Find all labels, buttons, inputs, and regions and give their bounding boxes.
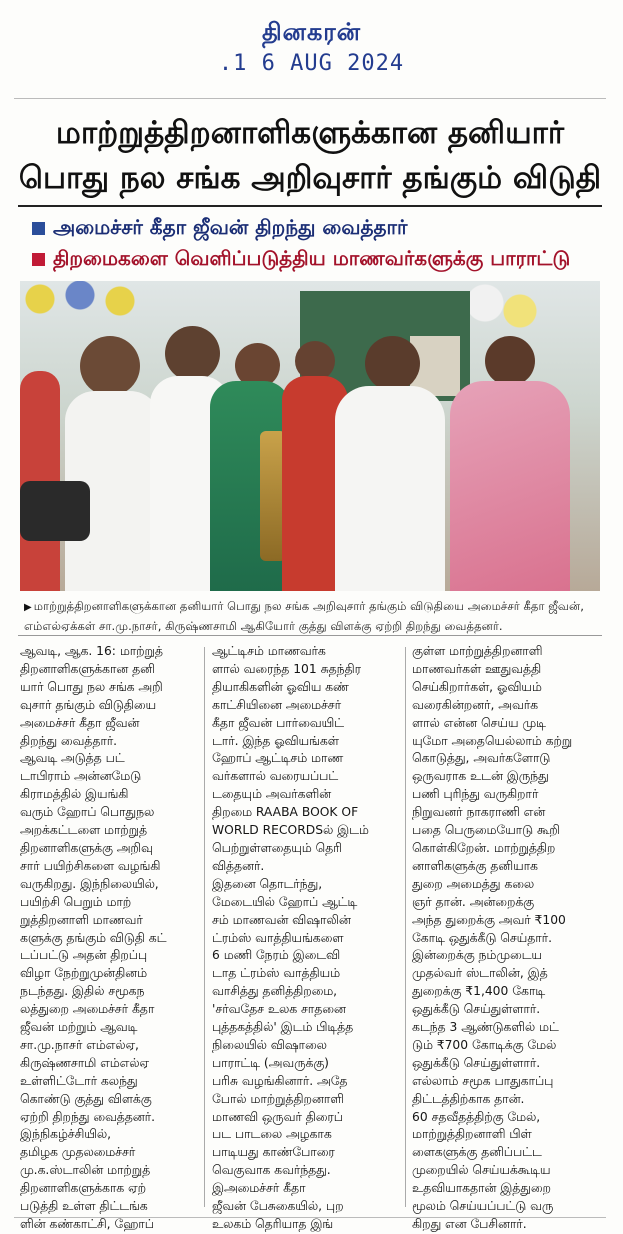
person-head xyxy=(485,336,535,386)
caption-divider xyxy=(18,635,602,636)
person-head xyxy=(165,326,220,381)
clipping-date-stamp: .1 6 AUG 2024 xyxy=(218,51,405,76)
square-bullet-icon xyxy=(32,253,45,266)
column-divider xyxy=(405,647,406,1207)
camera xyxy=(20,481,90,541)
news-clipping xyxy=(14,98,606,1231)
person-head xyxy=(80,336,140,396)
person-head xyxy=(295,341,335,381)
subheading-2 xyxy=(32,245,570,271)
mla-white-shirt xyxy=(335,386,445,591)
article-column-2: ஆட்டிசம் மாணவர்க ளால் வரைந்த 101 சுதந்திர தியாகிகளின் ஓவிய கண் காட்சியினை அமைச்சர் கீதா ஜீவன் பார்வையிட் டார். இந்த ஓவியங்கள் ஹோப் ஆட்டிசம் மாண வர்களால் வரையப்பட் டதையும் அவர்களின் திறமை RAABA BOOK OF WORLD RECORDSல் இடம் பெற்றுள்ளதையும் தெரி வித்தனர். இதனை தொடர்ந்து, மேடையில் ஹோப் ஆட்டி சம் மாணவன் விஷாலின் ட்ரம்ஸ் வாத்தியங்களை 6 மணி நேரம் இடைவி டாத ட்ரம்ஸ் வாத்தியம் வாசித்து தனித்திறமை, 'சர்வதேச உலக சாதனை புத்தகத்தில்' இடம் பிடித்த நிலையில் விஷாலை பாராட்டி (அவருக்கு) பரிசு வழங்கினார். அதே போல் மாற்றுத்திறனாளி மாணவி ஒருவர் திரைப் பட பாடலை அழகாக பாடியது காண்போரை வெகுவாக கவர்ந்தது. இஅமைச்சர் கீதா ஜீவன் பேசுகையில், புற உலகம் தெரியாத இங் xyxy=(212,644,369,1231)
photo-caption xyxy=(24,597,598,635)
column-divider xyxy=(204,647,205,1207)
subheading-1-text: அமைச்சர் கீதா ஜீவன் திறந்து வைத்தார் xyxy=(53,215,408,239)
subheading-1 xyxy=(32,214,407,240)
person-pink-saree xyxy=(450,381,570,591)
article-column-3: குள்ள மாற்றுத்திறனாளி மாணவர்கள் ஊதுவத்தி செய்கிறார்கள், ஓவியம் வரைகின்றனர், அவர்க ளால் என்ன செய்ய முடி யுமோ அதையெல்லாம் கற்று கொடுத்து, அவர்களோடு ஒருவராக உடன் இருந்து பணி புரிந்து வருகிறார் நிறுவனர் நாகராணி என் பதை பெருமையோடு கூறி கொள்கிறேன். மாற்றுத்திற னாளிகளுக்கு தனியாக துறை அமைத்து கலை ஞர் தான். அன்றைக்கு அந்த துறைக்கு அவர் ₹100 கோடி ஒதுக்கீடு செய்தார். இன்றைக்கு நம்முடைய முதல்வர் ஸ்டாலின், இத் துறைக்கு ₹1,400 கோடி ஒதுக்கீடு செய்துள்ளார். கடந்த 3 ஆண்டுகளில் மட் டும் ₹700 கோடிக்கு மேல் ஒதுக்கீடு செய்துள்ளார். எல்லாம் சமூக பாதுகாப்பு திட்டத்திற்காக தான். 60 சதவீதத்திற்கு மேல், மாற்றுத்திறனாளி பிள் ளைகளுக்கு தனிப்பட்ட முறையில் செய்யக்கூடிய உதவியாகதான் இத்துறை மூலம் செய்யப்பட்டு வரு கிறது என பேசினார். xyxy=(412,644,573,1231)
square-bullet-icon xyxy=(32,222,45,235)
balloons-right xyxy=(460,281,550,331)
balloons xyxy=(20,281,170,321)
headline xyxy=(14,111,606,201)
mla-head xyxy=(365,336,420,391)
newspaper-name: தினகரன் xyxy=(262,18,361,46)
headline-line-2: பொது நல சங்க அறிவுசார் தங்கும் விடுதி xyxy=(18,160,602,196)
caption-arrow-icon: ▶ xyxy=(24,602,32,613)
headline-line-1: மாற்றுத்திறனாளிகளுக்கான தனியார் xyxy=(55,115,565,151)
subheading-2-text: திறமைகளை வெளிப்படுத்திய மாணவர்களுக்கு பாராட்டு xyxy=(53,246,571,270)
caption-text: மாற்றுத்திறனாளிகளுக்கான தனியார் பொது நல சங்க அறிவுசார் தங்கும் விடுதியை அமைச்சர் கீதா ஜீவன், எம்எல்ஏக்கள் சா.மு.நாசர், கிருஷ்ணசாமி ஆகியோர் குத்து விளக்கு ஏற்றி திறந்து வைத்தனர். xyxy=(24,599,584,633)
headline-divider xyxy=(18,205,602,207)
event-photo xyxy=(20,281,600,591)
article-column-1: ஆவடி, ஆக. 16: மாற்றுத் திறனாளிகளுக்கான தனி யார் பொது நல சங்க அறி வுசார் தங்கும் விடுதியை அமைச்சர் கீதா ஜீவன் திறந்து வைத்தார். ஆவடி அடுத்த பட் டாபிராம் அன்னமேடு கிராமத்தில் இயங்கி வரும் ஹோப் பொதுநல அறக்கட்டளை மாற்றுத் திறனாளிகளுக்கு அறிவு சார் பயிற்சிகளை வழங்கி வருகிறது. இந்நிலையில், பயிற்சி பெறும் மாற் றுத்திறனாளி மாணவர் களுக்கு தங்கும் விடுதி கட் டப்பட்டு அதன் திறப்பு விழா நேற்றுமுன்தினம் நடந்தது. இதில் சமூகந லத்துறை அமைச்சர் கீதா ஜீவன் மற்றும் ஆவடி சா.மு.நாசர் எம்எல்ஏ, கிருஷ்ணசாமி எம்எல்ஏ உள்ளிட்டோர் கலந்து கொண்டு குத்து விளக்கு ஏற்றி திறந்து வைத்தனர். இந்நிகழ்ச்சியில், தமிழக முதலமைச்சர் மு.க.ஸ்டாலின் மாற்றுத் திறனாளிகளுக்காக ஏற் படுத்தி உள்ள திட்டங்க ளின் கண்காட்சி, ஹோப் xyxy=(20,644,167,1231)
masthead xyxy=(0,18,623,76)
